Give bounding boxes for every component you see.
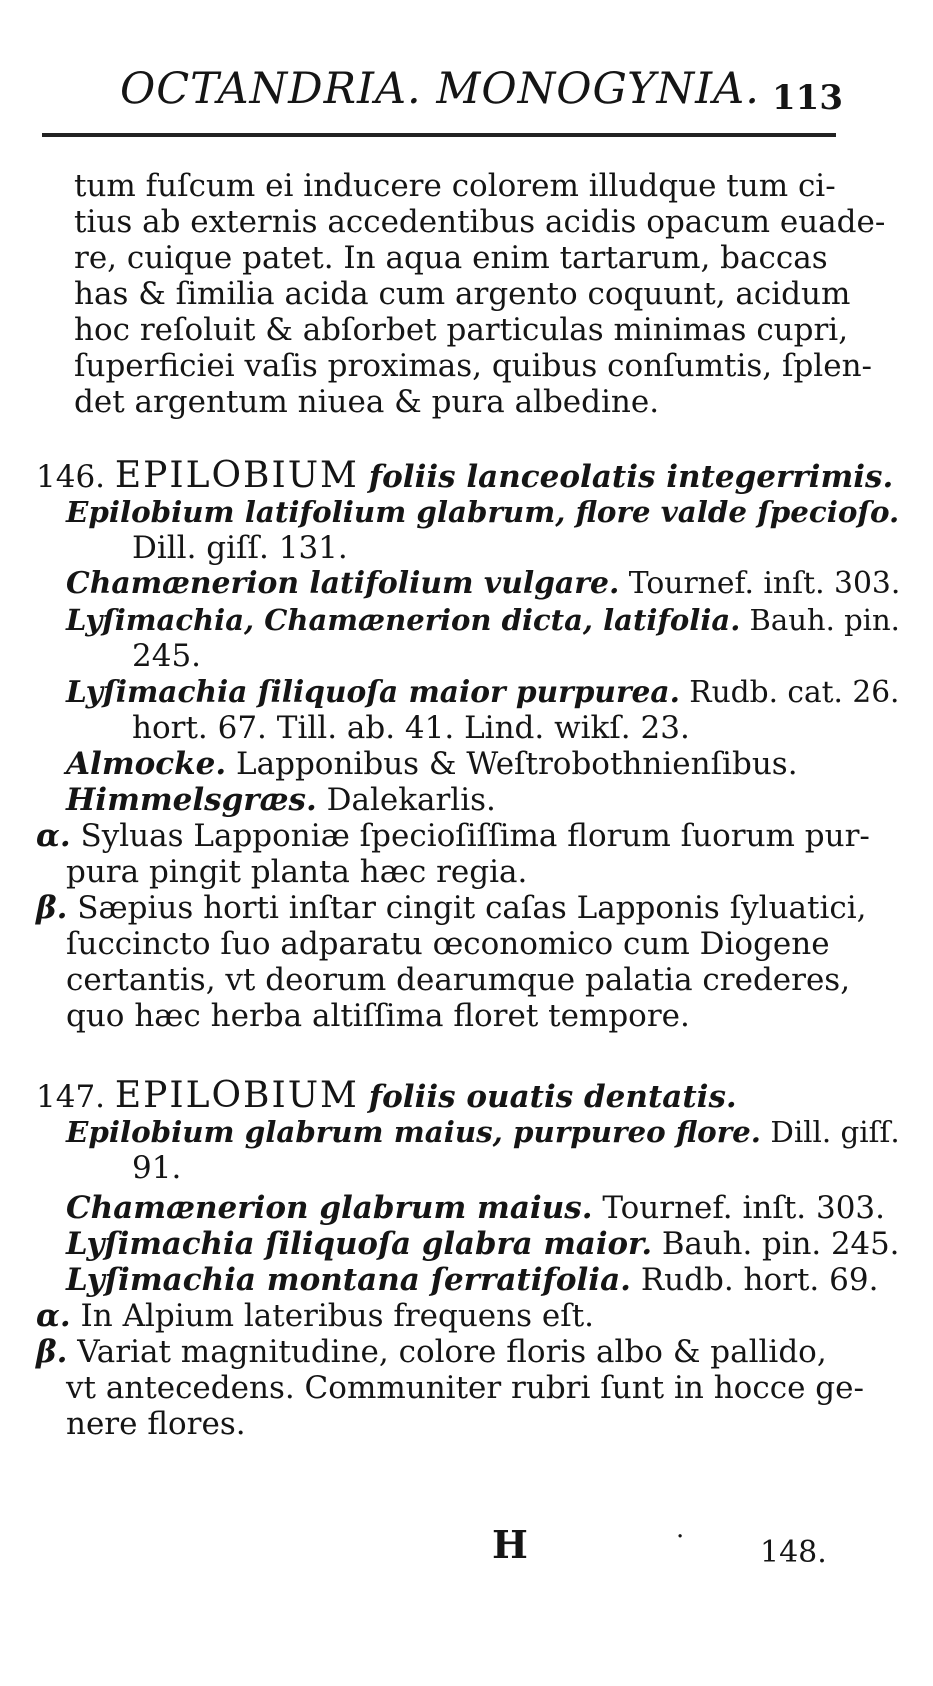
text-line: has & ſimilia acida cum argento coquunt, acidum <box>74 276 851 312</box>
running-head: OCTANDRIA. MONOGYNIA. <box>120 64 760 114</box>
text-line: det argentum niuea & pura albedine. <box>74 384 660 420</box>
observation-alpha: α. Syluas Lapponiæ ſpecioſiſſima florum ſuorum pur- <box>36 818 870 854</box>
text-line: re, cuique patet. In aqua enim tartarum, baccas <box>74 240 828 276</box>
observation-alpha: α. In Alpium lateribus frequens eſt. <box>36 1298 595 1334</box>
diagnosis: foliis lanceolatis integerrimis. <box>368 459 894 495</box>
text-line: nere flores. <box>66 1406 246 1442</box>
vernacular-line: Almocke. Lapponibus & Weſtrobothnienſibus. <box>66 746 798 782</box>
synonym-reference: 245. <box>132 638 202 674</box>
text-line: ſuccincto ſuo adparatu œconomico cum Diogene <box>66 926 830 962</box>
synonym-line: Lyſimachia, Chamænerion dicta, latifolia. Bauh. pin. <box>66 603 900 637</box>
genus-name: EPILOBIUM <box>114 455 359 496</box>
synonym-line: Lyſimachia ſiliquoſa maior purpurea. Rudb. cat. 26. <box>66 674 900 709</box>
footer-dot: · <box>676 1522 685 1552</box>
signature-mark: H <box>492 1522 528 1567</box>
observation-beta: β. Variat magnitudine, colore floris albo & pallido, <box>36 1334 827 1370</box>
diagnosis: foliis ouatis dentatis. <box>368 1079 737 1115</box>
text-line: quo hæc herba altiſſima floret tempore. <box>66 998 690 1034</box>
synonym-reference: hort. 67. Till. ab. 41. Lind. wikſ. 23. <box>132 710 690 746</box>
synonym-line: Epilobium glabrum maius, purpureo flore. Dill. giſſ. <box>66 1114 900 1149</box>
text-line: pura pingit planta hæc regia. <box>66 854 528 890</box>
catchword: 148. <box>760 1535 827 1570</box>
species-heading <box>36 1075 737 1116</box>
beta-marker: β. <box>36 890 68 926</box>
header-rule <box>42 133 836 137</box>
observation-beta: β. Sæpius horti inſtar cingit caſas Lapponis ſyluatici, <box>36 890 867 926</box>
alpha-marker: α. <box>36 1298 71 1334</box>
page-number: 113 <box>772 78 843 118</box>
text-line: hoc reſoluit & abſorbet particulas minimas cupri, <box>74 312 849 348</box>
text-line: tum fuſcum ei inducere colorem illudque tum ci- <box>74 168 836 204</box>
text-line: ſuperficiei vaſis proximas, quibus conſumtis, ſplen- <box>74 348 873 384</box>
text-line: certantis, vt deorum dearumque palatia crederes, <box>66 962 851 998</box>
species-heading <box>36 455 894 496</box>
text-line: vt antecedens. Communiter rubri ſunt in hocce ge- <box>66 1370 864 1406</box>
synonym-line: Chamænerion latifolium vulgare. Tournef. inſt. 303. <box>66 566 901 601</box>
species-number: 147. <box>36 1079 106 1115</box>
synonym-reference: Dill. giſſ. 131. <box>132 530 348 566</box>
alpha-marker: α. <box>36 818 71 854</box>
synonym-line: Chamænerion glabrum maius. Tournef. inſt. 303. <box>66 1190 886 1226</box>
vernacular-line: Himmelsgræs. Dalekarlis. <box>66 782 496 818</box>
synonym-line: Epilobium latifolium glabrum, flore valde ſpecioſo. <box>66 494 900 529</box>
beta-marker: β. <box>36 1334 68 1370</box>
synonym-reference: 91. <box>132 1150 182 1186</box>
text-line: tius ab externis accedentibus acidis opacum euade- <box>74 204 886 240</box>
species-number: 146. <box>36 459 106 495</box>
synonym-line: Lyſimachia ſiliquoſa glabra maior. Bauh. pin. 245. <box>66 1226 900 1262</box>
synonym-line: Lyſimachia montana ſerratifolia. Rudb. hort. 69. <box>66 1262 879 1298</box>
genus-name: EPILOBIUM <box>114 1075 359 1116</box>
